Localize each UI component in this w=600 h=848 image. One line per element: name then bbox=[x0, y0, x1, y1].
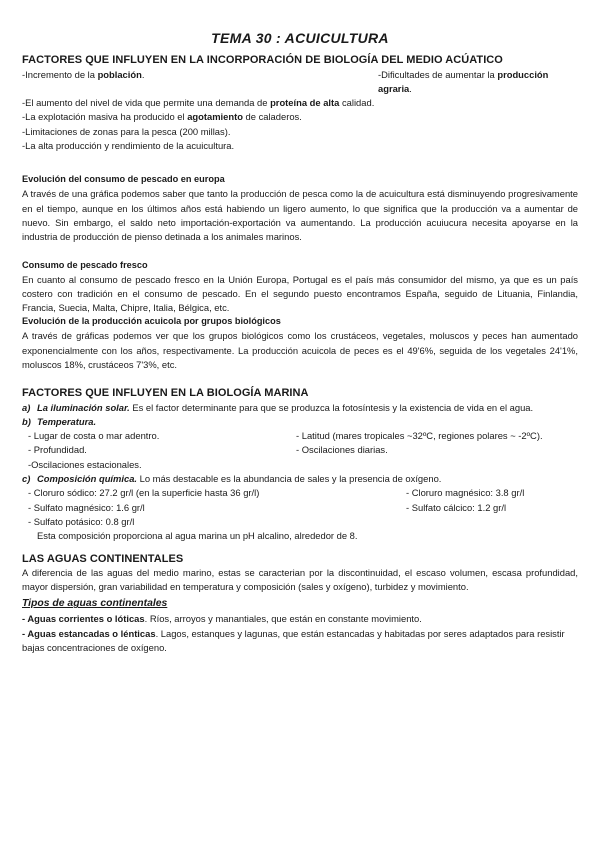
list-item-composicion: c) Composición química. Lo más destacable es la abundancia de sales y la presencia de oxígeno. bbox=[22, 472, 578, 486]
item-label: c) bbox=[22, 473, 31, 485]
section-heading-factores-medio-acuatico: FACTORES QUE INFLUYEN EN LA INCORPORACIÓN DE BIOLOGÍA DEL MEDIO ACÚATICO bbox=[22, 54, 503, 67]
factor-proteina: -El aumento del nivel de vida que permite una demanda de proteína de alta calidad. bbox=[22, 97, 375, 109]
temperatura-row: - Profundidad. - Oscilaciones diarias. bbox=[28, 444, 388, 456]
factor-row bbox=[22, 68, 578, 97]
list-item-iluminacion: a) La iluminación solar. Es el factor determinante para que se produzca la fotosíntesis y la existencia de vida en el agua. bbox=[22, 401, 578, 415]
composicion-row: - Sulfato potásico: 0.8 gr/l bbox=[28, 515, 135, 527]
composicion-conclusion: Esta composición proporciona al agua marina un pH alcalino, alrededor de 8. bbox=[37, 530, 358, 542]
factor-agotamiento: -La explotación masiva ha producido el agotamiento de caladeros. bbox=[22, 111, 302, 123]
factor-limitaciones: -Limitaciones de zonas para la pesca (200 millas). bbox=[22, 125, 231, 137]
subheading-tipos-aguas: Tipos de aguas continentales bbox=[22, 598, 168, 610]
factor-rendimiento: -La alta producción y rendimiento de la acuicultura. bbox=[22, 140, 235, 152]
item-label: b) bbox=[22, 415, 31, 427]
page-title: TEMA 30 : ACUICULTURA bbox=[211, 30, 389, 46]
section-heading-biologia-marina: FACTORES QUE INFLUYEN EN LA BIOLOGÍA MARINA bbox=[22, 387, 309, 400]
composicion-row: - Sulfato magnésico: 1.6 gr/l - Sulfato cálcico: 1.2 gr/l bbox=[28, 501, 507, 513]
temperatura-row: -Oscilaciones estacionales. bbox=[28, 458, 142, 470]
paragraph-produccion-acuicola: A través de gráficas podemos ver que los grupos biológicos como los crustáceos, vegetales, moluscos y peces han aumentado exponencialmente con los años, respectivamente. La producción acuicola de peces es el 49'6%, seguida de los vegetales 24'1%, moluscos 18%, crustáceos 7'3%, etc. bbox=[22, 330, 578, 370]
paragraph-aguas-continentales: A diferencia de las aguas del medio marino, estas se caracterian por la discontinuidad, el escaso volumen, escasa profundidad, mayor dispersión, gran variabilidad en temperatura y composición (sales y oxígeno), turbidez y movimiento. bbox=[22, 566, 578, 593]
temperatura-row: - Lugar de costa o mar adentro. - Latitud (mares tropicales ~32ºC, regiones polares ~ -2ºC). bbox=[28, 430, 543, 442]
tipo-agua-lenticas: - Aguas estancadas o lénticas. Lagos, estanques y lagunas, que están estancadas y habitadas por seres adaptados para resistir bajas concentraciones de oxígeno. bbox=[22, 627, 565, 653]
item-label: a) bbox=[22, 401, 31, 413]
subheading-consumo-fresco: Consumo de pescado fresco bbox=[22, 259, 148, 270]
paragraph-consumo-fresco: En cuanto al consumo de pescado fresco en la Unión Europa, Portugal es el país más consumidor del mismo, ya que es un país costero con tradición en el consumo de pescado. En el segundo puesto encontramos España, seguido de Lituania, Finlandia, Francia, Suecia, Malta, Chipre, Italia, Bélgica, etc. bbox=[22, 273, 578, 314]
factor-poblacion: -Incremento de la población. bbox=[22, 68, 145, 80]
subheading-produccion-acuicola: Evolución de la producción acuicola por grupos biológicos bbox=[22, 316, 281, 327]
factor-produccion-agraria: -Dificultades de aumentar la producción agraria. bbox=[378, 68, 549, 94]
section-heading-aguas-continentales: LAS AGUAS CONTINENTALES bbox=[22, 552, 184, 565]
paragraph-evolucion-consumo: A través de una gráfica podemos saber que tanto la producción de pesca como la de acuicultura está disminuyendo progresivamente en el tiempo, aunque en los últimos años está habiendo un ligero aumento, lo que significa que la producción va a aumentar de nuevo. Sin embargo, el saldo neto importación-exportación va aumentando. La producción acuiucura necesita apoyarse en la industria de producción de pienso detinada a los animales marinos. bbox=[22, 188, 578, 243]
composicion-row: - Cloruro sódico: 27.2 gr/l (en la superficie hasta 36 gr/l) - Cloruro magnésico: 3.8 gr/l bbox=[28, 487, 525, 499]
subheading-evolucion-consumo: Evolución del consumo de pescado en europa bbox=[22, 174, 225, 185]
tipo-agua-loticas: - Aguas corrientes o lóticas. Ríos, arroyos y manantiales, que están en constante movimiento. bbox=[22, 613, 422, 625]
list-item-temperatura: b) Temperatura. bbox=[22, 415, 578, 429]
